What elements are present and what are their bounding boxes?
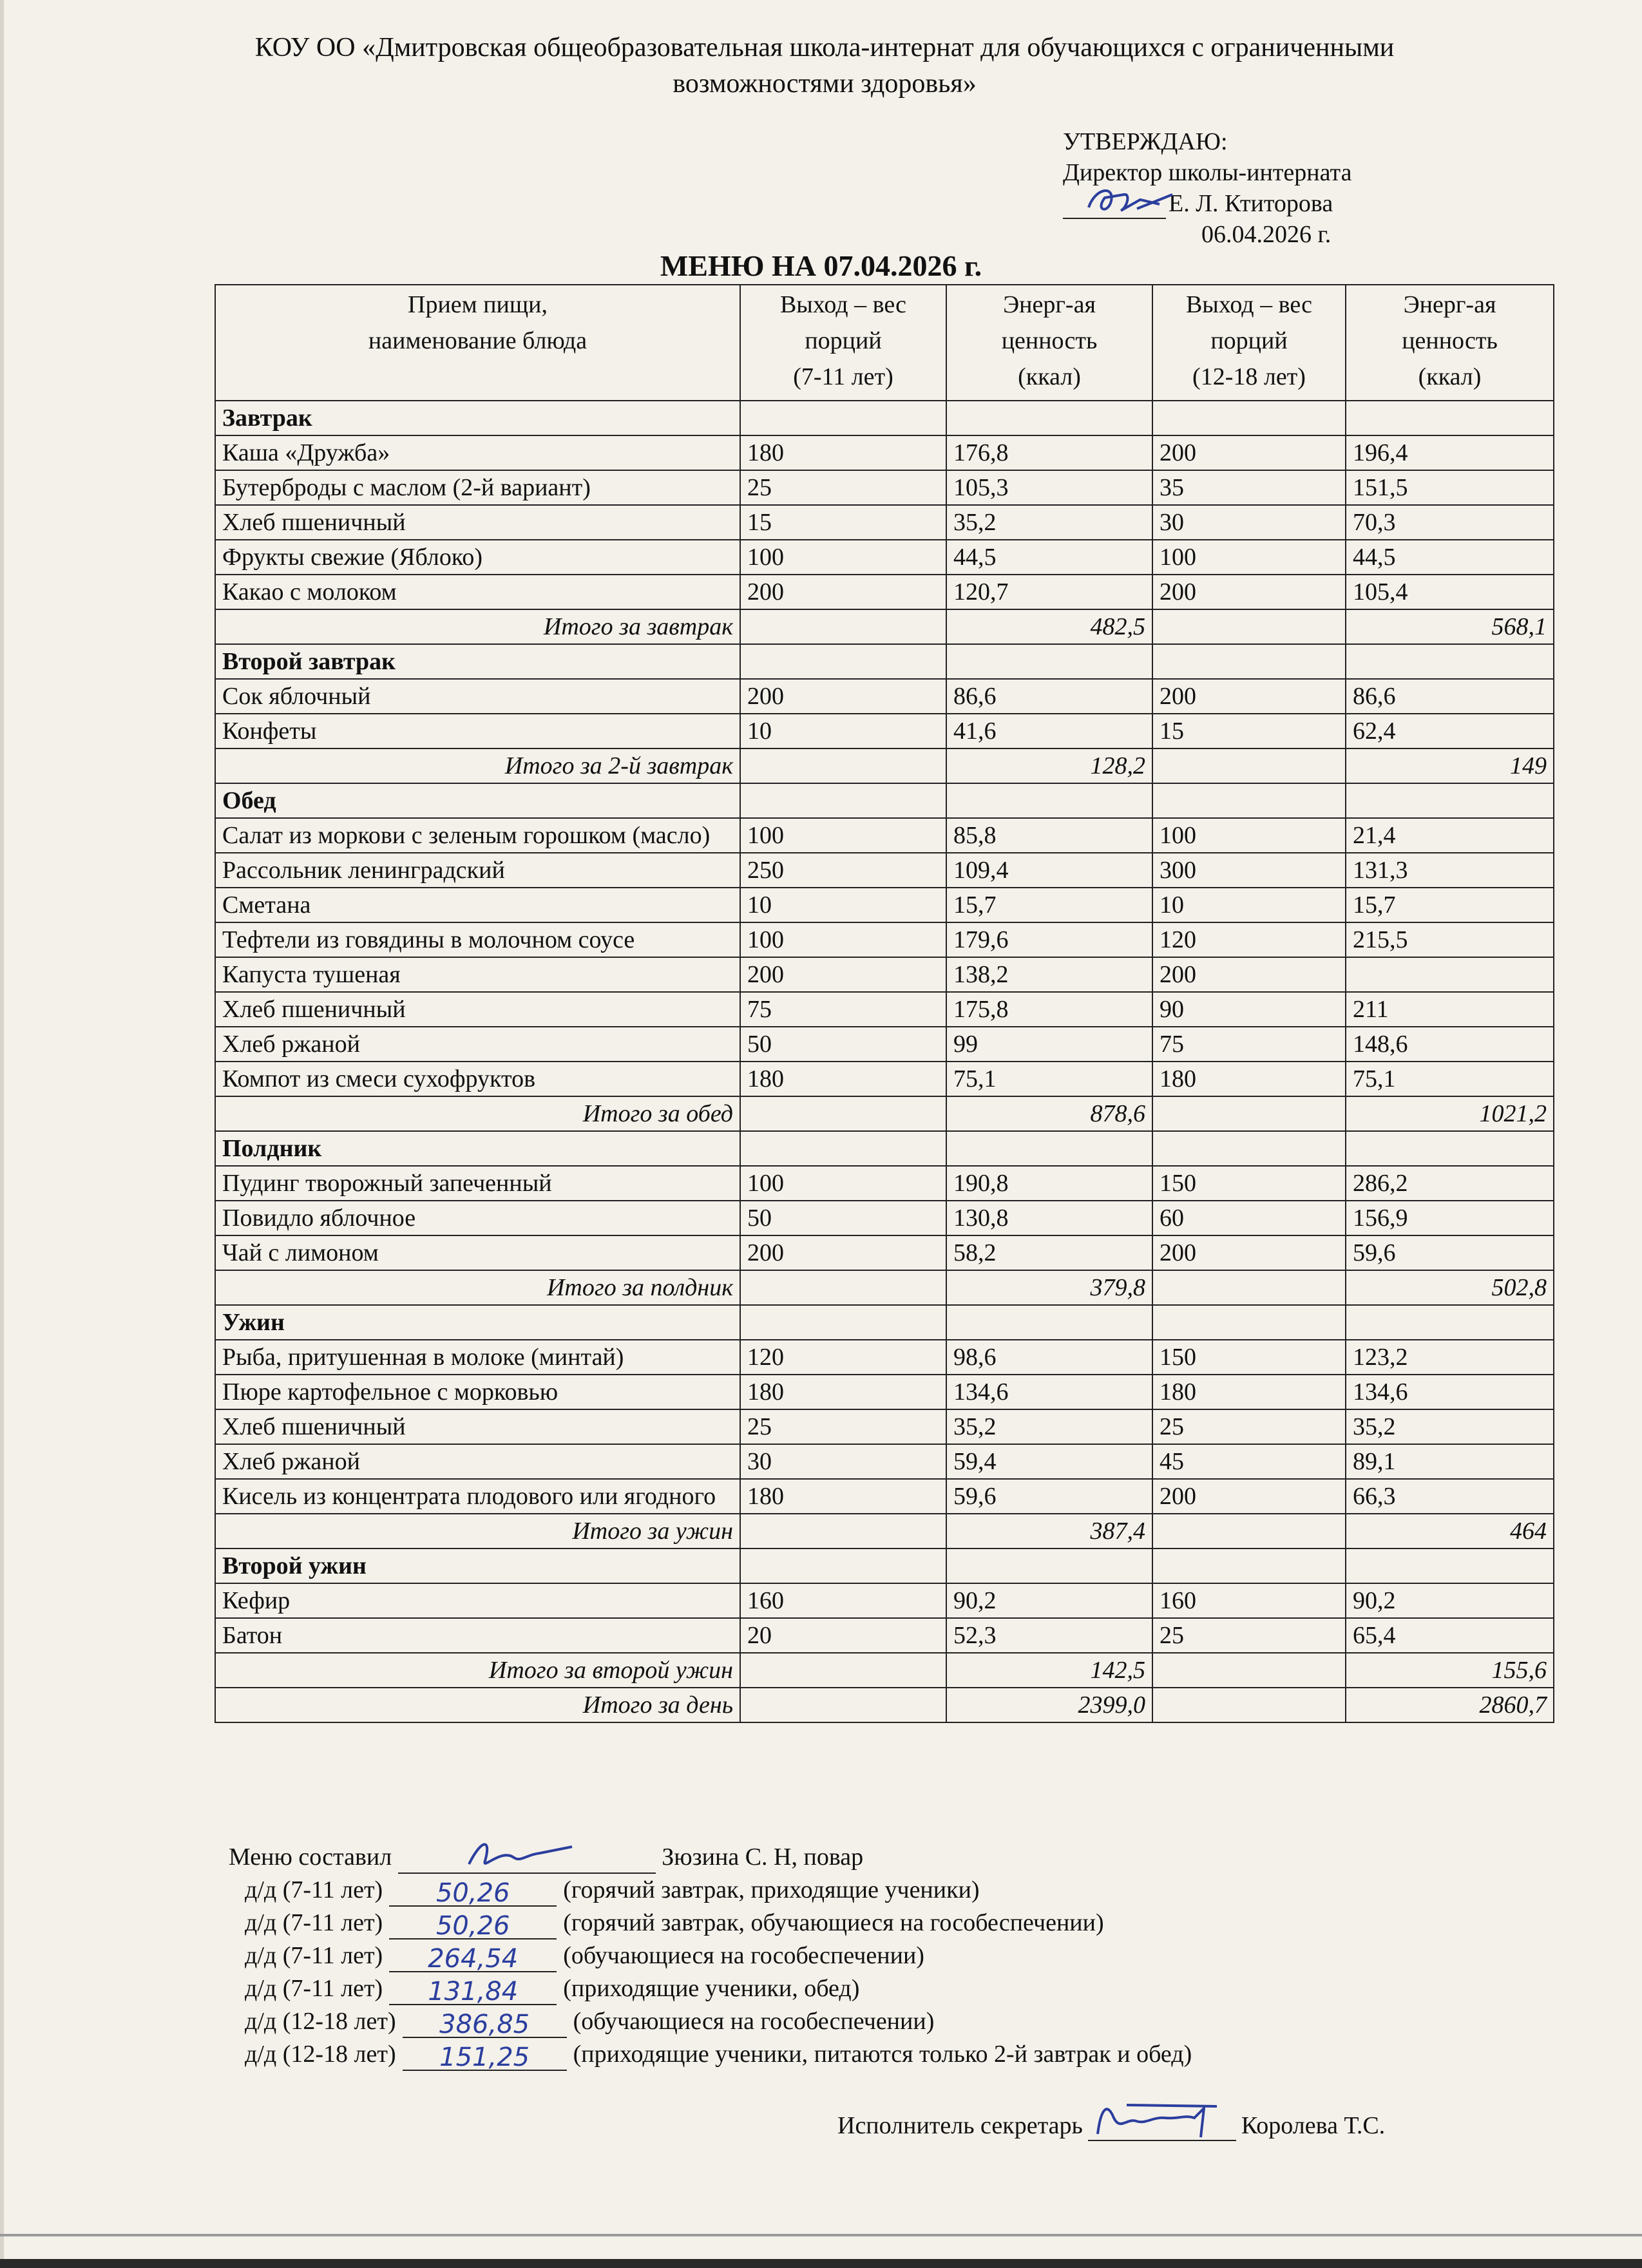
weight-12-18: 160: [1152, 1583, 1346, 1618]
energy-7-11: 90,2: [946, 1583, 1152, 1618]
dish-name: Конфеты: [215, 714, 740, 748]
empty-cell: [740, 783, 946, 818]
subtotal-energy-12-18: 155,6: [1346, 1653, 1554, 1688]
energy-12-18: 86,6: [1346, 679, 1554, 714]
age-group-label: д/д (12-18 лет): [245, 2041, 396, 2068]
subtotal-row: [215, 1096, 1554, 1131]
weight-12-18: 100: [1152, 818, 1346, 853]
energy-12-18: 65,4: [1346, 1618, 1554, 1653]
org-line-2: возможностями здоровья»: [673, 69, 977, 99]
subtotal-energy-7-11: 387,4: [946, 1514, 1152, 1549]
energy-12-18: 105,4: [1346, 575, 1554, 609]
composer-row: [229, 1841, 1192, 1874]
table-row: [215, 1235, 1554, 1270]
approval-label: УТВЕРЖДАЮ:: [1063, 128, 1228, 155]
section-row: [215, 644, 1554, 679]
dish-name: Фрукты свежие (Яблоко): [215, 540, 740, 575]
subtotal-row: [215, 1270, 1554, 1305]
cost-note: (горячий завтрак, обучающиеся на гособеспечении): [563, 1909, 1104, 1936]
section-row: [215, 1131, 1554, 1166]
weight-12-18: 45: [1152, 1444, 1346, 1479]
weight-12-18: 100: [1152, 540, 1346, 575]
approval-position: Директор школы-интерната: [1063, 159, 1352, 186]
weight-7-11: 50: [740, 1027, 946, 1062]
empty-cell: [740, 1131, 946, 1166]
handwritten-cost: 264,54: [428, 1944, 519, 1974]
weight-12-18: 200: [1152, 1479, 1346, 1514]
dish-name: Каша «Дружба»: [215, 435, 740, 470]
day-total-label: Итого за день: [215, 1688, 740, 1722]
table-row: [215, 435, 1554, 470]
energy-7-11: 99: [946, 1027, 1152, 1062]
energy-12-18: 156,9: [1346, 1201, 1554, 1235]
energy-12-18: 21,4: [1346, 818, 1554, 853]
weight-12-18: 10: [1152, 888, 1346, 922]
table-row: [215, 1618, 1554, 1653]
executor-row: [837, 2110, 1385, 2141]
subtotal-energy-7-11: 128,2: [946, 748, 1152, 783]
dish-name: Рыба, притушенная в молоке (минтай): [215, 1340, 740, 1375]
table-row: [215, 922, 1554, 957]
col-header-weight-12-18: Выход – вес порций (12-18 лет): [1152, 285, 1346, 401]
weight-7-11: 25: [740, 470, 946, 505]
energy-7-11: 41,6: [946, 714, 1152, 748]
weight-12-18: 120: [1152, 922, 1346, 957]
approval-date: 06.04.2026 г.: [1201, 221, 1332, 248]
composer-signature: [398, 1847, 656, 1874]
weight-7-11: 20: [740, 1618, 946, 1653]
subtotal-row: [215, 1514, 1554, 1549]
empty-cell: [1346, 1549, 1554, 1583]
weight-12-18: 150: [1152, 1166, 1346, 1201]
energy-7-11: 190,8: [946, 1166, 1152, 1201]
weight-7-11: 180: [740, 435, 946, 470]
age-group-label: д/д (7-11 лет): [245, 1909, 383, 1936]
weight-12-18: 25: [1152, 1618, 1346, 1653]
organization-header: [193, 30, 1456, 102]
dish-name: Кисель из концентрата плодового или ягодного: [215, 1479, 740, 1514]
executor-signature-mark: [1088, 2099, 1236, 2144]
cost-note: (приходящие ученики, питаются только 2-й завтрак и обед): [573, 2041, 1192, 2068]
weight-7-11: 10: [740, 888, 946, 922]
weight-7-11: 100: [740, 818, 946, 853]
energy-7-11: 35,2: [946, 1409, 1152, 1444]
section-name: Второй завтрак: [215, 644, 740, 679]
weight-7-11: 120: [740, 1340, 946, 1375]
empty-cell: [1346, 1305, 1554, 1340]
energy-12-18: 59,6: [1346, 1235, 1554, 1270]
weight-7-11: 50: [740, 1201, 946, 1235]
energy-12-18: 89,1: [1346, 1444, 1554, 1479]
dish-name: Бутерброды с маслом (2-й вариант): [215, 470, 740, 505]
energy-7-11: 85,8: [946, 818, 1152, 853]
table-row: [215, 1583, 1554, 1618]
daily-cost-lines: [229, 1874, 1192, 2071]
col-header-weight-7-11: Выход – вес порций (7-11 лет): [740, 285, 946, 401]
energy-7-11: 175,8: [946, 992, 1152, 1027]
energy-12-18: 286,2: [1346, 1166, 1554, 1201]
subtotal-label: Итого за 2-й завтрак: [215, 748, 740, 783]
daily-cost-line: [229, 1972, 1192, 2005]
energy-12-18: 151,5: [1346, 470, 1554, 505]
energy-12-18: 148,6: [1346, 1027, 1554, 1062]
subtotal-row: [215, 609, 1554, 644]
subtotal-label: Итого за обед: [215, 1096, 740, 1131]
subtotal-row: [215, 748, 1554, 783]
energy-12-18: 44,5: [1346, 540, 1554, 575]
table-row: [215, 1201, 1554, 1235]
energy-7-11: 120,7: [946, 575, 1152, 609]
table-row: [215, 1444, 1554, 1479]
energy-12-18: 15,7: [1346, 888, 1554, 922]
empty-cell: [740, 1688, 946, 1722]
weight-7-11: 160: [740, 1583, 946, 1618]
executor-signature: [1088, 2114, 1236, 2141]
table-row: [215, 1479, 1554, 1514]
energy-12-18: 211: [1346, 992, 1554, 1027]
weight-7-11: 180: [740, 1479, 946, 1514]
dish-name: Повидло яблочное: [215, 1201, 740, 1235]
table-row: [215, 992, 1554, 1027]
col-header-dish: Прием пищи, наименование блюда: [215, 285, 740, 401]
dish-name: Пудинг творожный запеченный: [215, 1166, 740, 1201]
executor-name: Королева Т.С.: [1241, 2112, 1386, 2139]
weight-12-18: 180: [1152, 1062, 1346, 1096]
subtotal-energy-12-18: 502,8: [1346, 1270, 1554, 1305]
empty-cell: [740, 644, 946, 679]
empty-cell: [1152, 1514, 1346, 1549]
weight-7-11: 100: [740, 1166, 946, 1201]
empty-cell: [1346, 783, 1554, 818]
subtotal-energy-7-11: 142,5: [946, 1653, 1152, 1688]
page-title: МЕНЮ НА 07.04.2026 г.: [660, 249, 982, 282]
empty-cell: [740, 1653, 946, 1688]
dish-name: Кефир: [215, 1583, 740, 1618]
section-name: Ужин: [215, 1305, 740, 1340]
weight-12-18: 200: [1152, 435, 1346, 470]
weight-12-18: 15: [1152, 714, 1346, 748]
weight-7-11: 25: [740, 1409, 946, 1444]
energy-12-18: 62,4: [1346, 714, 1554, 748]
empty-cell: [946, 1305, 1152, 1340]
dish-name: Хлеб ржаной: [215, 1027, 740, 1062]
energy-12-18: 215,5: [1346, 922, 1554, 957]
age-group-label: д/д (12-18 лет): [245, 2008, 396, 2035]
section-row: [215, 1305, 1554, 1340]
empty-cell: [946, 644, 1152, 679]
section-name: Обед: [215, 783, 740, 818]
subtotal-label: Итого за полдник: [215, 1270, 740, 1305]
energy-7-11: 134,6: [946, 1375, 1152, 1409]
dish-name: Хлеб пшеничный: [215, 992, 740, 1027]
scan-line: [0, 2234, 1642, 2236]
energy-12-18: 131,3: [1346, 853, 1554, 888]
cost-value-field: [403, 2044, 567, 2071]
empty-cell: [1152, 644, 1346, 679]
footer-block: [229, 1841, 1192, 2071]
dish-name: Батон: [215, 1618, 740, 1653]
weight-12-18: 150: [1152, 1340, 1346, 1375]
day-total-energy-7-11: 2399,0: [946, 1688, 1152, 1722]
weight-7-11: 180: [740, 1062, 946, 1096]
approval-signature-row: [1063, 188, 1351, 219]
subtotal-energy-12-18: 464: [1346, 1514, 1554, 1549]
weight-12-18: 60: [1152, 1201, 1346, 1235]
table-row: [215, 1375, 1554, 1409]
energy-7-11: 15,7: [946, 888, 1152, 922]
daily-cost-line: [229, 2038, 1192, 2071]
weight-7-11: 200: [740, 957, 946, 992]
dish-name: Сметана: [215, 888, 740, 922]
energy-7-11: 130,8: [946, 1201, 1152, 1235]
menu-table-body: [215, 401, 1554, 1722]
col-header-energy-7-11: Энерг-ая ценность (ккал): [946, 285, 1152, 401]
scan-edge: [0, 0, 4, 2268]
energy-7-11: 75,1: [946, 1062, 1152, 1096]
energy-12-18: [1346, 957, 1554, 992]
empty-cell: [1152, 1549, 1346, 1583]
subtotal-energy-7-11: 878,6: [946, 1096, 1152, 1131]
weight-12-18: 200: [1152, 957, 1346, 992]
energy-12-18: 66,3: [1346, 1479, 1554, 1514]
subtotal-energy-12-18: 149: [1346, 748, 1554, 783]
subtotal-label: Итого за второй ужин: [215, 1653, 740, 1688]
energy-7-11: 52,3: [946, 1618, 1152, 1653]
dish-name: Капуста тушеная: [215, 957, 740, 992]
empty-cell: [740, 1305, 946, 1340]
subtotal-row: [215, 1653, 1554, 1688]
director-signature-mark: [1076, 175, 1192, 220]
day-total-energy-12-18: 2860,7: [1346, 1688, 1554, 1722]
table-row: [215, 575, 1554, 609]
energy-7-11: 109,4: [946, 853, 1152, 888]
empty-cell: [1346, 644, 1554, 679]
empty-cell: [740, 1514, 946, 1549]
subtotal-energy-7-11: 482,5: [946, 609, 1152, 644]
empty-cell: [740, 609, 946, 644]
cost-note: (обучающиеся на гособеспечении): [573, 2008, 935, 2035]
director-signature: [1063, 195, 1166, 219]
subtotal-label: Итого за ужин: [215, 1514, 740, 1549]
empty-cell: [1152, 609, 1346, 644]
weight-12-18: 75: [1152, 1027, 1346, 1062]
section-name: Второй ужин: [215, 1549, 740, 1583]
daily-cost-line: [229, 1907, 1192, 1939]
weight-12-18: 300: [1152, 853, 1346, 888]
dish-name: Рассольник ленинградский: [215, 853, 740, 888]
energy-7-11: 58,2: [946, 1235, 1152, 1270]
cost-value-field: [403, 2011, 567, 2038]
energy-7-11: 176,8: [946, 435, 1152, 470]
table-row: [215, 818, 1554, 853]
dish-name: Компот из смеси сухофруктов: [215, 1062, 740, 1096]
scan-border: [0, 2259, 1642, 2268]
weight-12-18: 200: [1152, 575, 1346, 609]
subtotal-energy-12-18: 568,1: [1346, 609, 1554, 644]
energy-7-11: 138,2: [946, 957, 1152, 992]
energy-12-18: 90,2: [1346, 1583, 1554, 1618]
weight-7-11: 200: [740, 575, 946, 609]
subtotal-label: Итого за завтрак: [215, 609, 740, 644]
section-row: [215, 401, 1554, 435]
executor-label: Исполнитель секретарь: [837, 2112, 1083, 2139]
weight-12-18: 200: [1152, 679, 1346, 714]
handwritten-cost: 50,26: [435, 1911, 510, 1941]
subtotal-energy-7-11: 379,8: [946, 1270, 1152, 1305]
section-row: [215, 1549, 1554, 1583]
section-name: Завтрак: [215, 401, 740, 435]
empty-cell: [1152, 783, 1346, 818]
table-row: [215, 679, 1554, 714]
empty-cell: [1346, 1131, 1554, 1166]
empty-cell: [740, 1270, 946, 1305]
empty-cell: [740, 1096, 946, 1131]
table-row: [215, 1409, 1554, 1444]
energy-7-11: 59,6: [946, 1479, 1152, 1514]
weight-7-11: 250: [740, 853, 946, 888]
age-group-label: д/д (7-11 лет): [245, 1942, 383, 1969]
table-row: [215, 957, 1554, 992]
approval-block: [1063, 126, 1351, 250]
energy-12-18: 196,4: [1346, 435, 1554, 470]
org-line-1: КОУ ОО «Дмитровская общеобразовательная школа-интернат для обучающихся с ограниченными: [254, 33, 1395, 62]
handwritten-cost: 131,84: [428, 1977, 519, 2006]
table-row: [215, 1027, 1554, 1062]
weight-7-11: 10: [740, 714, 946, 748]
weight-12-18: 180: [1152, 1375, 1346, 1409]
energy-7-11: 98,6: [946, 1340, 1152, 1375]
table-row: [215, 470, 1554, 505]
energy-12-18: 35,2: [1346, 1409, 1554, 1444]
handwritten-cost: 50,26: [435, 1878, 510, 1908]
table-header-row: [215, 285, 1554, 401]
dish-name: Сок яблочный: [215, 679, 740, 714]
weight-7-11: 75: [740, 992, 946, 1027]
energy-7-11: 35,2: [946, 505, 1152, 540]
empty-cell: [740, 401, 946, 435]
cost-value-field: [389, 1880, 557, 1907]
empty-cell: [946, 1549, 1152, 1583]
table-row: [215, 1166, 1554, 1201]
energy-7-11: 59,4: [946, 1444, 1152, 1479]
energy-7-11: 179,6: [946, 922, 1152, 957]
weight-12-18: 30: [1152, 505, 1346, 540]
empty-cell: [946, 401, 1152, 435]
section-name: Полдник: [215, 1131, 740, 1166]
empty-cell: [1152, 401, 1346, 435]
empty-cell: [1152, 1131, 1346, 1166]
menu-table: [215, 284, 1554, 1723]
weight-7-11: 30: [740, 1444, 946, 1479]
empty-cell: [740, 1549, 946, 1583]
energy-12-18: 134,6: [1346, 1375, 1554, 1409]
weight-7-11: 100: [740, 922, 946, 957]
weight-12-18: 25: [1152, 1409, 1346, 1444]
empty-cell: [946, 783, 1152, 818]
energy-12-18: 75,1: [1346, 1062, 1554, 1096]
weight-7-11: 200: [740, 1235, 946, 1270]
weight-12-18: 200: [1152, 1235, 1346, 1270]
table-row: [215, 1340, 1554, 1375]
col-header-energy-12-18: Энерг-ая ценность (ккал): [1346, 285, 1554, 401]
table-row: [215, 888, 1554, 922]
section-row: [215, 783, 1554, 818]
handwritten-cost: 151,25: [439, 2043, 530, 2072]
empty-cell: [946, 1131, 1152, 1166]
table-row: [215, 505, 1554, 540]
dish-name: Салат из моркови с зеленым горошком (масло): [215, 818, 740, 853]
empty-cell: [740, 748, 946, 783]
daily-cost-line: [229, 1874, 1192, 1907]
age-group-label: д/д (7-11 лет): [245, 1975, 383, 2002]
dish-name: Тефтели из говядины в молочном соусе: [215, 922, 740, 957]
empty-cell: [1346, 401, 1554, 435]
weight-7-11: 200: [740, 679, 946, 714]
age-group-label: д/д (7-11 лет): [245, 1876, 383, 1903]
daily-cost-line: [229, 2005, 1192, 2038]
energy-12-18: 123,2: [1346, 1340, 1554, 1375]
cost-value-field: [389, 1945, 557, 1972]
cost-value-field: [389, 1978, 557, 2005]
empty-cell: [1152, 748, 1346, 783]
empty-cell: [1152, 1688, 1346, 1722]
weight-7-11: 180: [740, 1375, 946, 1409]
energy-7-11: 86,6: [946, 679, 1152, 714]
dish-name: Хлеб пшеничный: [215, 1409, 740, 1444]
weight-12-18: 35: [1152, 470, 1346, 505]
handwritten-cost: 386,85: [439, 2010, 530, 2039]
empty-cell: [1152, 1096, 1346, 1131]
cost-note: (приходящие ученики, обед): [563, 1975, 860, 2002]
composer-label: Меню составил: [229, 1844, 392, 1871]
daily-cost-line: [229, 1939, 1192, 1972]
weight-7-11: 15: [740, 505, 946, 540]
table-row: [215, 540, 1554, 575]
table-row: [215, 853, 1554, 888]
cost-value-field: [389, 1912, 557, 1939]
cost-note: (обучающиеся на гособеспечении): [563, 1942, 924, 1969]
dish-name: Хлеб ржаной: [215, 1444, 740, 1479]
composer-signature-mark: [456, 1835, 585, 1874]
empty-cell: [1152, 1270, 1346, 1305]
dish-name: Какао с молоком: [215, 575, 740, 609]
empty-cell: [1152, 1653, 1346, 1688]
weight-7-11: 100: [740, 540, 946, 575]
energy-12-18: 70,3: [1346, 505, 1554, 540]
weight-12-18: 90: [1152, 992, 1346, 1027]
dish-name: Хлеб пшеничный: [215, 505, 740, 540]
energy-7-11: 44,5: [946, 540, 1152, 575]
energy-7-11: 105,3: [946, 470, 1152, 505]
empty-cell: [1152, 1305, 1346, 1340]
table-row: [215, 714, 1554, 748]
day-total-row: [215, 1688, 1554, 1722]
dish-name: Чай с лимоном: [215, 1235, 740, 1270]
subtotal-energy-12-18: 1021,2: [1346, 1096, 1554, 1131]
approval-name: Е. Л. Ктиторова: [1169, 190, 1333, 217]
dish-name: Пюре картофельное с морковью: [215, 1375, 740, 1409]
table-row: [215, 1062, 1554, 1096]
cost-note: (горячий завтрак, приходящие ученики): [563, 1876, 980, 1903]
composer-name: Зюзина С. Н, повар: [662, 1844, 864, 1871]
